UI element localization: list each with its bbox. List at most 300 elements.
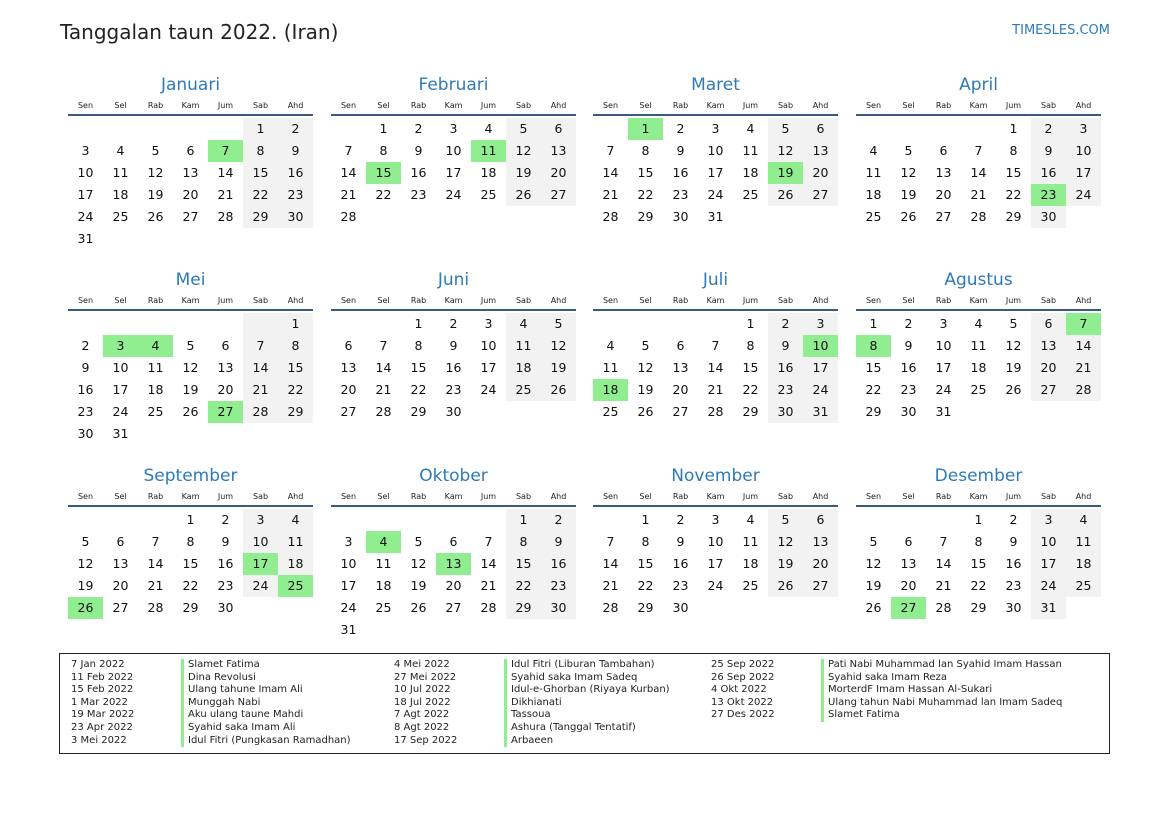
day-cell[interactable]: 3 [1031, 509, 1066, 531]
day-cell[interactable]: 22 [637, 187, 654, 202]
day-cell[interactable]: 17 [935, 360, 952, 375]
day-cell[interactable]: 19 [182, 382, 199, 397]
day-cell[interactable]: 19 [410, 578, 427, 593]
day-cell[interactable]: 21 [602, 187, 619, 202]
day-cell[interactable]: 19 [506, 162, 541, 184]
day-cell[interactable]: 18 [970, 360, 987, 375]
day-cell[interactable]: 25 [970, 382, 987, 397]
day-cell[interactable]: 13 [935, 165, 952, 180]
day-cell[interactable]: 2 [81, 338, 90, 353]
day-cell[interactable]: 12 [768, 140, 803, 162]
day-cell[interactable]: 27 [672, 404, 689, 419]
day-cell[interactable]: 26 [410, 600, 427, 615]
day-cell[interactable]: 6 [803, 509, 838, 531]
day-cell[interactable]: 6 [1031, 313, 1066, 335]
day-cell[interactable]: 29 [278, 401, 313, 423]
day-cell[interactable]: 31 [340, 622, 357, 637]
day-cell[interactable]: 19 [768, 162, 803, 184]
day-cell[interactable]: 19 [147, 187, 164, 202]
day-cell[interactable]: 24 [112, 404, 129, 419]
day-cell[interactable]: 7 [344, 143, 353, 158]
day-cell[interactable]: 10 [77, 165, 94, 180]
day-cell[interactable]: 22 [1005, 187, 1022, 202]
day-cell[interactable]: 28 [243, 401, 278, 423]
day-cell[interactable]: 2 [221, 512, 230, 527]
day-cell[interactable]: 21 [340, 187, 357, 202]
day-cell[interactable]: 5 [904, 143, 913, 158]
day-cell[interactable]: 21 [243, 379, 278, 401]
day-cell[interactable]: 26 [1005, 382, 1022, 397]
day-cell[interactable]: 13 [672, 360, 689, 375]
day-cell[interactable]: 8 [379, 143, 388, 158]
day-cell[interactable]: 1 [379, 121, 388, 136]
day-cell[interactable]: 21 [217, 187, 234, 202]
day-cell[interactable]: 5 [768, 509, 803, 531]
day-cell[interactable]: 19 [768, 553, 803, 575]
day-cell[interactable]: 6 [116, 534, 125, 549]
day-cell[interactable]: 3 [449, 121, 458, 136]
day-cell[interactable]: 20 [541, 162, 576, 184]
day-cell[interactable]: 3 [81, 143, 90, 158]
day-cell[interactable]: 2 [1009, 512, 1018, 527]
day-cell[interactable]: 25 [742, 578, 759, 593]
day-cell[interactable]: 28 [340, 209, 357, 224]
day-cell[interactable]: 23 [1005, 578, 1022, 593]
day-cell[interactable]: 18 [278, 553, 313, 575]
day-cell[interactable]: 24 [707, 578, 724, 593]
day-cell[interactable]: 29 [243, 206, 278, 228]
day-cell[interactable]: 19 [541, 357, 576, 379]
day-cell[interactable]: 24 [480, 382, 497, 397]
day-cell[interactable]: 1 [278, 313, 313, 335]
day-cell[interactable]: 12 [865, 556, 882, 571]
day-cell[interactable]: 10 [112, 360, 129, 375]
day-cell[interactable]: 2 [414, 121, 423, 136]
day-cell[interactable]: 14 [375, 360, 392, 375]
day-cell[interactable]: 5 [768, 118, 803, 140]
day-cell[interactable]: 7 [151, 534, 160, 549]
day-cell[interactable]: 7 [243, 335, 278, 357]
day-cell[interactable]: 4 [974, 316, 983, 331]
site-link[interactable]: TIMESLES.COM [1012, 23, 1110, 38]
day-cell[interactable]: 26 [506, 184, 541, 206]
day-cell[interactable]: 2 [541, 509, 576, 531]
day-cell[interactable]: 28 [375, 404, 392, 419]
day-cell[interactable]: 9 [1031, 140, 1066, 162]
day-cell[interactable]: 24 [445, 187, 462, 202]
day-cell[interactable]: 17 [1066, 162, 1101, 184]
day-cell[interactable]: 9 [676, 143, 685, 158]
day-cell[interactable]: 5 [641, 338, 650, 353]
day-cell[interactable]: 10 [935, 338, 952, 353]
day-cell[interactable]: 12 [900, 165, 917, 180]
day-cell[interactable]: 30 [217, 600, 234, 615]
day-cell[interactable]: 30 [672, 209, 689, 224]
day-cell[interactable]: 15 [366, 162, 401, 184]
day-cell[interactable]: 21 [1066, 357, 1101, 379]
day-cell[interactable]: 4 [746, 512, 755, 527]
day-cell[interactable]: 12 [637, 360, 654, 375]
day-cell[interactable]: 18 [112, 187, 129, 202]
day-cell[interactable]: 19 [900, 187, 917, 202]
day-cell[interactable]: 1 [746, 316, 755, 331]
day-cell[interactable]: 16 [1031, 162, 1066, 184]
day-cell[interactable]: 17 [707, 556, 724, 571]
day-cell[interactable]: 31 [77, 231, 94, 246]
day-cell[interactable]: 20 [672, 382, 689, 397]
day-cell[interactable]: 29 [410, 404, 427, 419]
day-cell[interactable]: 9 [768, 335, 803, 357]
day-cell[interactable]: 11 [742, 143, 759, 158]
day-cell[interactable]: 27 [891, 597, 926, 619]
day-cell[interactable]: 20 [900, 578, 917, 593]
day-cell[interactable]: 1 [243, 118, 278, 140]
day-cell[interactable]: 18 [593, 379, 628, 401]
day-cell[interactable]: 10 [803, 335, 838, 357]
day-cell[interactable]: 10 [707, 534, 724, 549]
day-cell[interactable]: 5 [186, 338, 195, 353]
day-cell[interactable]: 24 [1066, 184, 1101, 206]
day-cell[interactable]: 11 [375, 556, 392, 571]
day-cell[interactable]: 8 [746, 338, 755, 353]
day-cell[interactable]: 22 [278, 379, 313, 401]
day-cell[interactable]: 9 [414, 143, 423, 158]
day-cell[interactable]: 27 [935, 209, 952, 224]
day-cell[interactable]: 14 [243, 357, 278, 379]
day-cell[interactable]: 10 [1066, 140, 1101, 162]
day-cell[interactable]: 18 [1066, 553, 1101, 575]
day-cell[interactable]: 15 [410, 360, 427, 375]
day-cell[interactable]: 5 [1009, 316, 1018, 331]
day-cell[interactable]: 28 [707, 404, 724, 419]
day-cell[interactable]: 15 [243, 162, 278, 184]
day-cell[interactable]: 30 [900, 404, 917, 419]
day-cell[interactable]: 15 [742, 360, 759, 375]
day-cell[interactable]: 24 [243, 575, 278, 597]
day-cell[interactable]: 22 [182, 578, 199, 593]
day-cell[interactable]: 16 [77, 382, 94, 397]
day-cell[interactable]: 11 [278, 531, 313, 553]
day-cell[interactable]: 12 [77, 556, 94, 571]
day-cell[interactable]: 16 [410, 165, 427, 180]
day-cell[interactable]: 11 [602, 360, 619, 375]
day-cell[interactable]: 31 [112, 426, 129, 441]
day-cell[interactable]: 3 [103, 335, 138, 357]
day-cell[interactable]: 14 [340, 165, 357, 180]
day-cell[interactable]: 25 [278, 575, 313, 597]
day-cell[interactable]: 4 [138, 335, 173, 357]
day-cell[interactable]: 27 [182, 209, 199, 224]
day-cell[interactable]: 23 [541, 575, 576, 597]
day-cell[interactable]: 24 [1031, 575, 1066, 597]
day-cell[interactable]: 26 [182, 404, 199, 419]
day-cell[interactable]: 21 [707, 382, 724, 397]
day-cell[interactable]: 22 [637, 578, 654, 593]
day-cell[interactable]: 4 [506, 313, 541, 335]
day-cell[interactable]: 30 [768, 401, 803, 423]
day-cell[interactable]: 29 [1005, 209, 1022, 224]
day-cell[interactable]: 14 [935, 556, 952, 571]
day-cell[interactable]: 23 [672, 187, 689, 202]
day-cell[interactable]: 26 [900, 209, 917, 224]
day-cell[interactable]: 25 [742, 187, 759, 202]
day-cell[interactable]: 2 [676, 512, 685, 527]
day-cell[interactable]: 20 [340, 382, 357, 397]
day-cell[interactable]: 7 [606, 534, 615, 549]
day-cell[interactable]: 25 [480, 187, 497, 202]
day-cell[interactable]: 26 [541, 379, 576, 401]
day-cell[interactable]: 1 [186, 512, 195, 527]
day-cell[interactable]: 19 [77, 578, 94, 593]
day-cell[interactable]: 9 [449, 338, 458, 353]
day-cell[interactable]: 28 [602, 209, 619, 224]
day-cell[interactable]: 19 [865, 578, 882, 593]
day-cell[interactable]: 7 [484, 534, 493, 549]
day-cell[interactable]: 7 [711, 338, 720, 353]
day-cell[interactable]: 28 [480, 600, 497, 615]
day-cell[interactable]: 21 [970, 187, 987, 202]
day-cell[interactable]: 5 [869, 534, 878, 549]
day-cell[interactable]: 7 [939, 534, 948, 549]
day-cell[interactable]: 29 [506, 597, 541, 619]
day-cell[interactable]: 30 [77, 426, 94, 441]
day-cell[interactable]: 18 [742, 556, 759, 571]
day-cell[interactable]: 10 [340, 556, 357, 571]
day-cell[interactable]: 14 [1066, 335, 1101, 357]
day-cell[interactable]: 23 [217, 578, 234, 593]
day-cell[interactable]: 6 [803, 118, 838, 140]
day-cell[interactable]: 31 [803, 401, 838, 423]
day-cell[interactable]: 12 [506, 140, 541, 162]
day-cell[interactable]: 14 [970, 165, 987, 180]
day-cell[interactable]: 18 [865, 187, 882, 202]
day-cell[interactable]: 23 [77, 404, 94, 419]
day-cell[interactable]: 7 [208, 140, 243, 162]
day-cell[interactable]: 26 [637, 404, 654, 419]
day-cell[interactable]: 15 [182, 556, 199, 571]
day-cell[interactable]: 29 [970, 600, 987, 615]
day-cell[interactable]: 5 [506, 118, 541, 140]
day-cell[interactable]: 25 [506, 379, 541, 401]
day-cell[interactable]: 18 [742, 165, 759, 180]
day-cell[interactable]: 5 [81, 534, 90, 549]
day-cell[interactable]: 3 [484, 316, 493, 331]
day-cell[interactable]: 6 [221, 338, 230, 353]
day-cell[interactable]: 16 [768, 357, 803, 379]
day-cell[interactable]: 27 [340, 404, 357, 419]
day-cell[interactable]: 24 [935, 382, 952, 397]
day-cell[interactable]: 13 [112, 556, 129, 571]
day-cell[interactable]: 12 [541, 335, 576, 357]
day-cell[interactable]: 6 [344, 338, 353, 353]
day-cell[interactable]: 25 [865, 209, 882, 224]
day-cell[interactable]: 18 [375, 578, 392, 593]
day-cell[interactable]: 17 [445, 165, 462, 180]
day-cell[interactable]: 8 [414, 338, 423, 353]
day-cell[interactable]: 17 [340, 578, 357, 593]
day-cell[interactable]: 24 [77, 209, 94, 224]
day-cell[interactable]: 2 [768, 313, 803, 335]
day-cell[interactable]: 6 [186, 143, 195, 158]
day-cell[interactable]: 20 [445, 578, 462, 593]
day-cell[interactable]: 1 [1009, 121, 1018, 136]
day-cell[interactable]: 7 [974, 143, 983, 158]
day-cell[interactable]: 19 [637, 382, 654, 397]
day-cell[interactable]: 30 [1005, 600, 1022, 615]
day-cell[interactable]: 9 [904, 338, 913, 353]
day-cell[interactable]: 8 [856, 335, 891, 357]
day-cell[interactable]: 20 [1031, 357, 1066, 379]
day-cell[interactable]: 4 [116, 143, 125, 158]
day-cell[interactable]: 29 [742, 404, 759, 419]
day-cell[interactable]: 15 [637, 165, 654, 180]
day-cell[interactable]: 8 [186, 534, 195, 549]
day-cell[interactable]: 28 [970, 209, 987, 224]
day-cell[interactable]: 28 [935, 600, 952, 615]
day-cell[interactable]: 4 [869, 143, 878, 158]
day-cell[interactable]: 16 [672, 556, 689, 571]
day-cell[interactable]: 29 [637, 209, 654, 224]
day-cell[interactable]: 17 [480, 360, 497, 375]
day-cell[interactable]: 25 [1066, 575, 1101, 597]
day-cell[interactable]: 7 [1066, 313, 1101, 335]
day-cell[interactable]: 2 [278, 118, 313, 140]
day-cell[interactable]: 9 [81, 360, 90, 375]
day-cell[interactable]: 17 [707, 165, 724, 180]
day-cell[interactable]: 17 [803, 357, 838, 379]
day-cell[interactable]: 30 [541, 597, 576, 619]
day-cell[interactable]: 23 [768, 379, 803, 401]
day-cell[interactable]: 17 [77, 187, 94, 202]
day-cell[interactable]: 26 [147, 209, 164, 224]
day-cell[interactable]: 8 [641, 534, 650, 549]
day-cell[interactable]: 11 [506, 335, 541, 357]
day-cell[interactable]: 12 [768, 531, 803, 553]
day-cell[interactable]: 1 [641, 512, 650, 527]
day-cell[interactable]: 8 [641, 143, 650, 158]
day-cell[interactable]: 4 [278, 509, 313, 531]
day-cell[interactable]: 12 [147, 165, 164, 180]
day-cell[interactable]: 27 [803, 575, 838, 597]
day-cell[interactable]: 11 [112, 165, 129, 180]
day-cell[interactable]: 28 [1066, 379, 1101, 401]
day-cell[interactable]: 17 [112, 382, 129, 397]
day-cell[interactable]: 28 [147, 600, 164, 615]
day-cell[interactable]: 20 [803, 553, 838, 575]
day-cell[interactable]: 5 [541, 313, 576, 335]
day-cell[interactable]: 9 [221, 534, 230, 549]
day-cell[interactable]: 11 [865, 165, 882, 180]
day-cell[interactable]: 23 [445, 382, 462, 397]
day-cell[interactable]: 29 [865, 404, 882, 419]
day-cell[interactable]: 27 [1031, 379, 1066, 401]
day-cell[interactable]: 3 [1066, 118, 1101, 140]
day-cell[interactable]: 9 [676, 534, 685, 549]
day-cell[interactable]: 11 [147, 360, 164, 375]
day-cell[interactable]: 9 [278, 140, 313, 162]
day-cell[interactable]: 12 [410, 556, 427, 571]
day-cell[interactable]: 23 [278, 184, 313, 206]
day-cell[interactable]: 29 [637, 600, 654, 615]
day-cell[interactable]: 22 [410, 382, 427, 397]
day-cell[interactable]: 18 [480, 165, 497, 180]
day-cell[interactable]: 25 [375, 600, 392, 615]
day-cell[interactable]: 13 [900, 556, 917, 571]
day-cell[interactable]: 16 [672, 165, 689, 180]
day-cell[interactable]: 13 [340, 360, 357, 375]
day-cell[interactable]: 1 [506, 509, 541, 531]
day-cell[interactable]: 16 [541, 553, 576, 575]
day-cell[interactable]: 12 [182, 360, 199, 375]
day-cell[interactable]: 13 [436, 553, 471, 575]
day-cell[interactable]: 30 [445, 404, 462, 419]
day-cell[interactable]: 11 [471, 140, 506, 162]
day-cell[interactable]: 22 [742, 382, 759, 397]
day-cell[interactable]: 1 [974, 512, 983, 527]
day-cell[interactable]: 11 [970, 338, 987, 353]
day-cell[interactable]: 1 [628, 118, 663, 140]
day-cell[interactable]: 15 [865, 360, 882, 375]
day-cell[interactable]: 1 [414, 316, 423, 331]
day-cell[interactable]: 16 [900, 360, 917, 375]
day-cell[interactable]: 21 [375, 382, 392, 397]
day-cell[interactable]: 7 [379, 338, 388, 353]
day-cell[interactable]: 26 [768, 184, 803, 206]
day-cell[interactable]: 27 [803, 184, 838, 206]
day-cell[interactable]: 20 [935, 187, 952, 202]
day-cell[interactable]: 3 [243, 509, 278, 531]
day-cell[interactable]: 14 [147, 556, 164, 571]
day-cell[interactable]: 3 [939, 316, 948, 331]
day-cell[interactable]: 9 [541, 531, 576, 553]
day-cell[interactable]: 17 [243, 553, 278, 575]
day-cell[interactable]: 23 [1031, 184, 1066, 206]
day-cell[interactable]: 23 [672, 578, 689, 593]
day-cell[interactable]: 6 [904, 534, 913, 549]
day-cell[interactable]: 31 [707, 209, 724, 224]
day-cell[interactable]: 6 [541, 118, 576, 140]
day-cell[interactable]: 7 [606, 143, 615, 158]
day-cell[interactable]: 22 [375, 187, 392, 202]
day-cell[interactable]: 21 [602, 578, 619, 593]
day-cell[interactable]: 27 [445, 600, 462, 615]
day-cell[interactable]: 27 [541, 184, 576, 206]
day-cell[interactable]: 29 [182, 600, 199, 615]
day-cell[interactable]: 8 [243, 140, 278, 162]
day-cell[interactable]: 10 [480, 338, 497, 353]
day-cell[interactable]: 20 [217, 382, 234, 397]
day-cell[interactable]: 16 [1005, 556, 1022, 571]
day-cell[interactable]: 1 [869, 316, 878, 331]
day-cell[interactable]: 21 [935, 578, 952, 593]
day-cell[interactable]: 12 [1005, 338, 1022, 353]
day-cell[interactable]: 3 [711, 512, 720, 527]
day-cell[interactable]: 15 [506, 553, 541, 575]
day-cell[interactable]: 14 [602, 556, 619, 571]
day-cell[interactable]: 19 [1005, 360, 1022, 375]
day-cell[interactable]: 27 [112, 600, 129, 615]
day-cell[interactable]: 20 [112, 578, 129, 593]
day-cell[interactable]: 27 [208, 401, 243, 423]
day-cell[interactable]: 5 [151, 143, 160, 158]
day-cell[interactable]: 24 [707, 187, 724, 202]
day-cell[interactable]: 26 [865, 600, 882, 615]
day-cell[interactable]: 21 [480, 578, 497, 593]
day-cell[interactable]: 4 [366, 531, 401, 553]
day-cell[interactable]: 3 [711, 121, 720, 136]
day-cell[interactable]: 3 [803, 313, 838, 335]
day-cell[interactable]: 16 [278, 162, 313, 184]
